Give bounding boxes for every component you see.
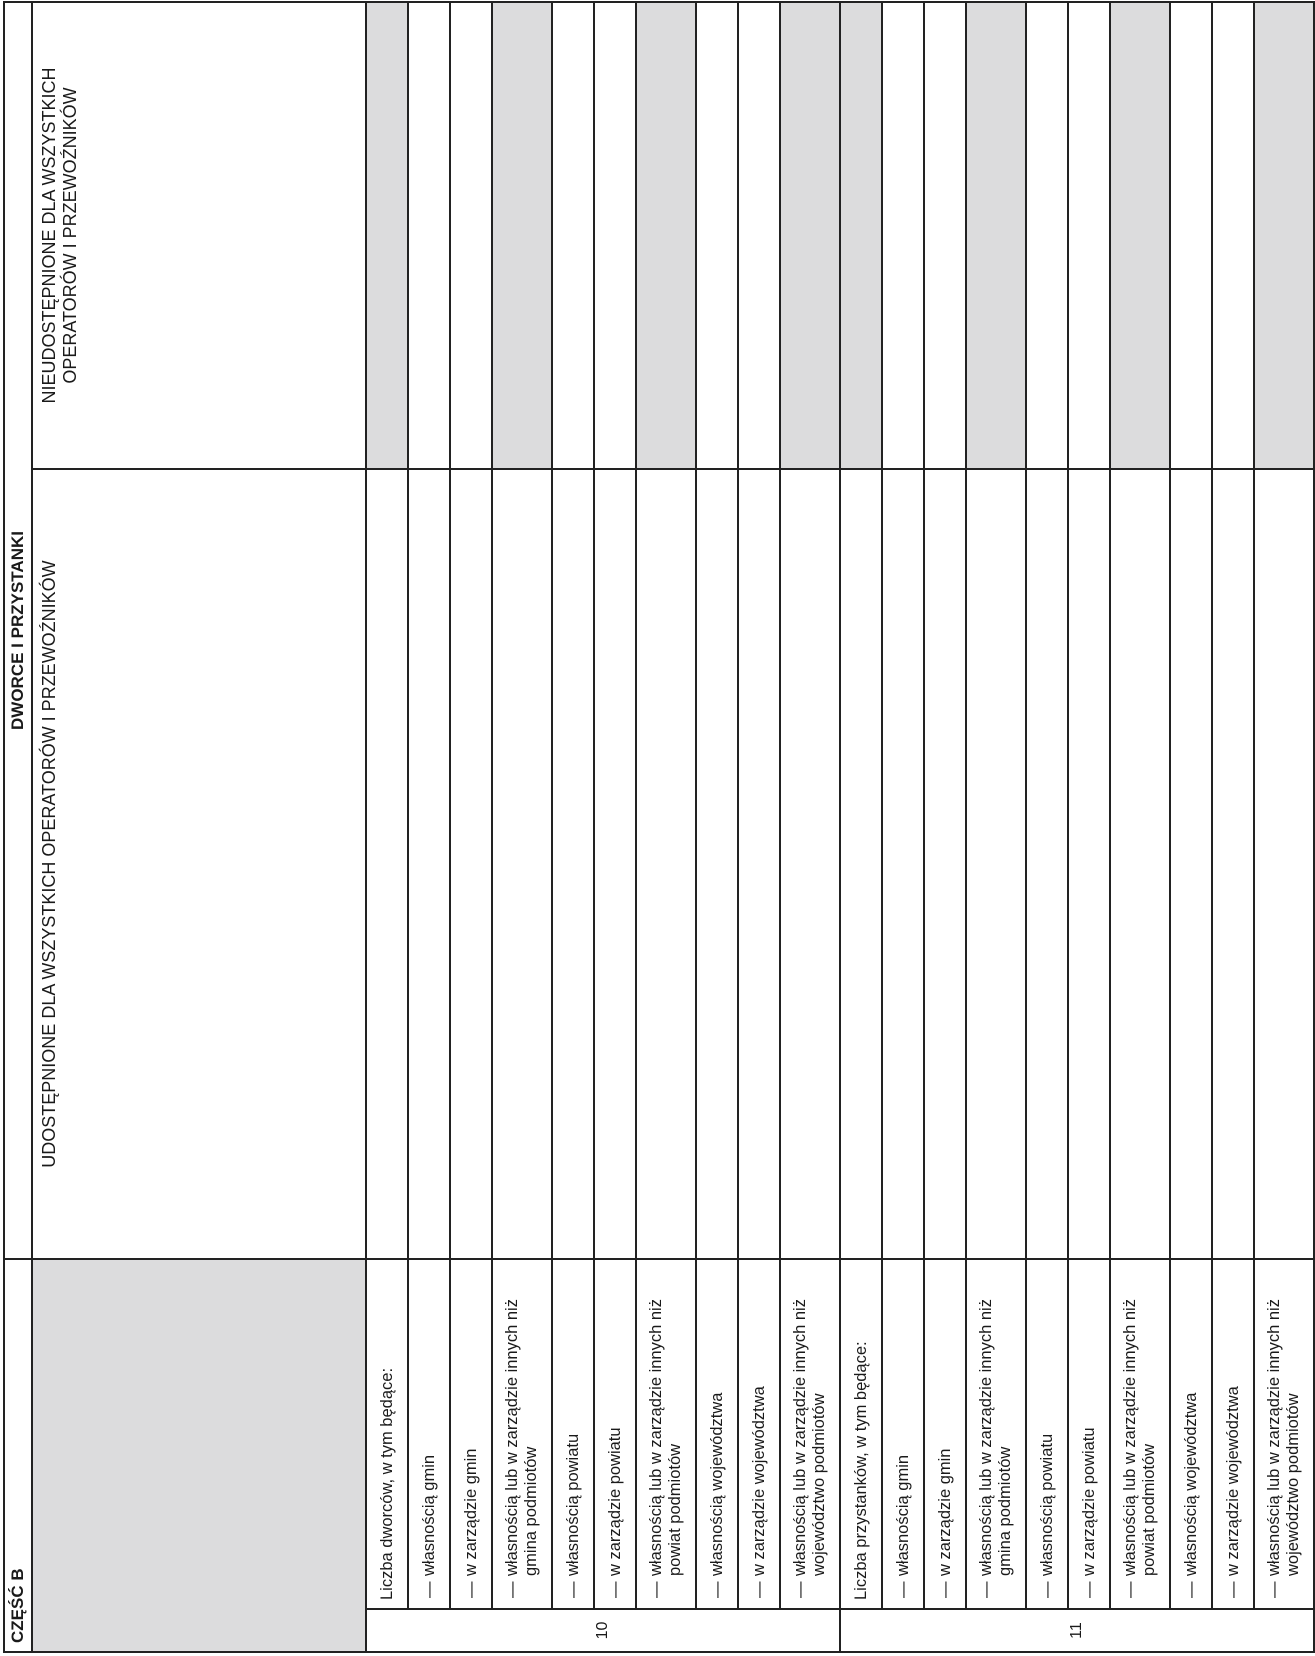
dash-mark: — — [1181, 1581, 1200, 1598]
row-label — [882, 1259, 924, 1609]
input-cell-udostepnione[interactable] — [1212, 469, 1254, 1259]
disabled-cell — [840, 2, 882, 469]
dash-mark: — — [503, 1581, 521, 1598]
input-cell-udostepnione[interactable] — [594, 469, 636, 1259]
row-label-text: własnością lub w zarządzie innych niż powiat podmiotów — [647, 1299, 684, 1576]
table-row — [780, 2, 840, 1652]
column-header-udostepnione: UDOSTĘPNIONE DLA WSZYSTKICH OPERATORÓW I PRZEWOŹNIKÓW — [32, 469, 366, 1259]
dash-mark: — — [893, 1581, 912, 1598]
input-cell-udostepnione[interactable] — [1026, 469, 1068, 1259]
row-label — [1170, 1259, 1212, 1609]
row-label — [450, 1259, 492, 1609]
row-label-text: własnością lub w zarządzie innych niż gmina podmiotów — [503, 1299, 540, 1576]
table-row — [636, 2, 696, 1652]
section-number: 10 — [366, 1609, 840, 1652]
input-cell-nieudostepnione[interactable] — [450, 2, 492, 469]
dash-mark: — — [707, 1581, 726, 1598]
row-label-text: w zarządzie powiatu — [1079, 1427, 1098, 1576]
input-cell-udostepnione[interactable] — [450, 469, 492, 1259]
input-cell-udostepnione[interactable] — [1068, 469, 1110, 1259]
input-cell-udostepnione[interactable] — [492, 469, 552, 1259]
row-label-text: własnością lub w zarządzie innych niż województwo podmiotów — [1265, 1299, 1302, 1576]
row-label — [966, 1259, 1026, 1609]
dash-mark: — — [1121, 1581, 1139, 1598]
input-cell-udostepnione[interactable] — [696, 469, 738, 1259]
disabled-cell — [966, 2, 1026, 469]
input-cell-nieudostepnione[interactable] — [882, 2, 924, 469]
dash-mark: — — [977, 1581, 995, 1598]
input-cell-nieudostepnione[interactable] — [1170, 2, 1212, 469]
dash-mark: — — [935, 1581, 954, 1598]
part-title: DWORCE I PRZYSTANKI — [4, 2, 32, 1259]
input-cell-udostepnione[interactable] — [738, 469, 780, 1259]
dash-mark: — — [1265, 1581, 1283, 1598]
input-cell-udostepnione[interactable] — [882, 469, 924, 1259]
row-label-text: własnością powiatu — [563, 1433, 582, 1576]
row-label — [780, 1259, 840, 1609]
table-row — [408, 2, 450, 1652]
part-label: CZĘŚĆ B — [4, 1259, 32, 1652]
row-label — [1068, 1259, 1110, 1609]
table-row — [1212, 2, 1254, 1652]
input-cell-udostepnione[interactable] — [924, 469, 966, 1259]
input-cell-udostepnione[interactable] — [1254, 469, 1314, 1259]
input-cell-nieudostepnione[interactable] — [1212, 2, 1254, 469]
dash-mark: — — [563, 1581, 582, 1598]
table-row — [1068, 2, 1110, 1652]
dash-mark: — — [1037, 1581, 1056, 1598]
input-cell-udostepnione[interactable] — [1170, 469, 1212, 1259]
row-label — [696, 1259, 738, 1609]
table-row — [1026, 2, 1068, 1652]
row-label — [1026, 1259, 1068, 1609]
form-table — [3, 1, 1315, 1653]
dash-mark: — — [749, 1581, 768, 1598]
section-title: Liczba dworców, w tym będące: — [366, 1259, 408, 1609]
table-row — [1170, 2, 1212, 1652]
input-cell-udostepnione[interactable] — [840, 469, 882, 1259]
row-label-text: własnością lub w zarządzie innych niż województwo podmiotów — [791, 1299, 828, 1576]
row-label — [1254, 1259, 1314, 1609]
row-label — [738, 1259, 780, 1609]
row-label — [924, 1259, 966, 1609]
table-row — [924, 2, 966, 1652]
section-number: 11 — [840, 1609, 1314, 1652]
dash-mark: — — [1079, 1581, 1098, 1598]
row-label-text: w zarządzie gmin — [461, 1448, 480, 1576]
row-label — [636, 1259, 696, 1609]
input-cell-nieudostepnione[interactable] — [408, 2, 450, 469]
disabled-cell — [492, 2, 552, 469]
table-row — [738, 2, 780, 1652]
blank-header-cell — [32, 1259, 366, 1652]
input-cell-nieudostepnione[interactable] — [696, 2, 738, 469]
input-cell-udostepnione[interactable] — [552, 469, 594, 1259]
row-label-text: własnością województwa — [707, 1392, 726, 1576]
dash-mark: — — [647, 1581, 665, 1598]
row-label-text: własnością gmin — [419, 1454, 438, 1576]
row-label-text: w zarządzie gmin — [935, 1448, 954, 1576]
disabled-cell — [780, 2, 840, 469]
input-cell-udostepnione[interactable] — [366, 469, 408, 1259]
table-row — [882, 2, 924, 1652]
row-label — [408, 1259, 450, 1609]
disabled-cell — [1110, 2, 1170, 469]
column-header-row — [32, 2, 366, 1652]
input-cell-udostepnione[interactable] — [408, 469, 450, 1259]
row-label-text: własnością powiatu — [1037, 1433, 1056, 1576]
table-row — [966, 2, 1026, 1652]
row-label-text: własnością gmin — [893, 1454, 912, 1576]
header-row — [4, 2, 32, 1652]
input-cell-udostepnione[interactable] — [966, 469, 1026, 1259]
section-row — [366, 2, 408, 1652]
dash-mark: — — [461, 1581, 480, 1598]
row-label-text: w zarządzie województwa — [1223, 1386, 1242, 1576]
input-cell-udostepnione[interactable] — [1110, 469, 1170, 1259]
row-label — [1212, 1259, 1254, 1609]
row-label — [594, 1259, 636, 1609]
row-label-text: własnością województwa — [1181, 1392, 1200, 1576]
dash-mark: — — [419, 1581, 438, 1598]
section-title: Liczba przystanków, w tym będące: — [840, 1259, 882, 1609]
row-label-text: własnością lub w zarządzie innych niż gmina podmiotów — [977, 1299, 1014, 1576]
row-label — [492, 1259, 552, 1609]
table-row — [450, 2, 492, 1652]
table-row — [552, 2, 594, 1652]
table-row — [594, 2, 636, 1652]
row-label-text: w zarządzie województwa — [749, 1386, 768, 1576]
dash-mark: — — [791, 1581, 809, 1598]
section-row — [840, 2, 882, 1652]
table-row — [1110, 2, 1170, 1652]
input-cell-nieudostepnione[interactable] — [594, 2, 636, 469]
row-label — [552, 1259, 594, 1609]
row-label — [1110, 1259, 1170, 1609]
input-cell-nieudostepnione[interactable] — [1068, 2, 1110, 469]
disabled-cell — [636, 2, 696, 469]
disabled-cell — [1254, 2, 1314, 469]
input-cell-nieudostepnione[interactable] — [738, 2, 780, 469]
dash-mark: — — [1223, 1581, 1242, 1598]
row-label-text: własnością lub w zarządzie innych niż powiat podmiotów — [1121, 1299, 1158, 1576]
table-row — [696, 2, 738, 1652]
disabled-cell — [366, 2, 408, 469]
table-row — [1254, 2, 1314, 1652]
dash-mark: — — [605, 1581, 624, 1598]
input-cell-nieudostepnione[interactable] — [1026, 2, 1068, 469]
input-cell-udostepnione[interactable] — [636, 469, 696, 1259]
input-cell-udostepnione[interactable] — [780, 469, 840, 1259]
input-cell-nieudostepnione[interactable] — [924, 2, 966, 469]
input-cell-nieudostepnione[interactable] — [552, 2, 594, 469]
table-row — [492, 2, 552, 1652]
row-label-text: w zarządzie powiatu — [605, 1427, 624, 1576]
column-header-nieudostepnione: NIEUDOSTĘPNIONE DLA WSZYSTKICH OPERATORÓW I PRZEWOŹNIKÓW — [32, 2, 366, 469]
